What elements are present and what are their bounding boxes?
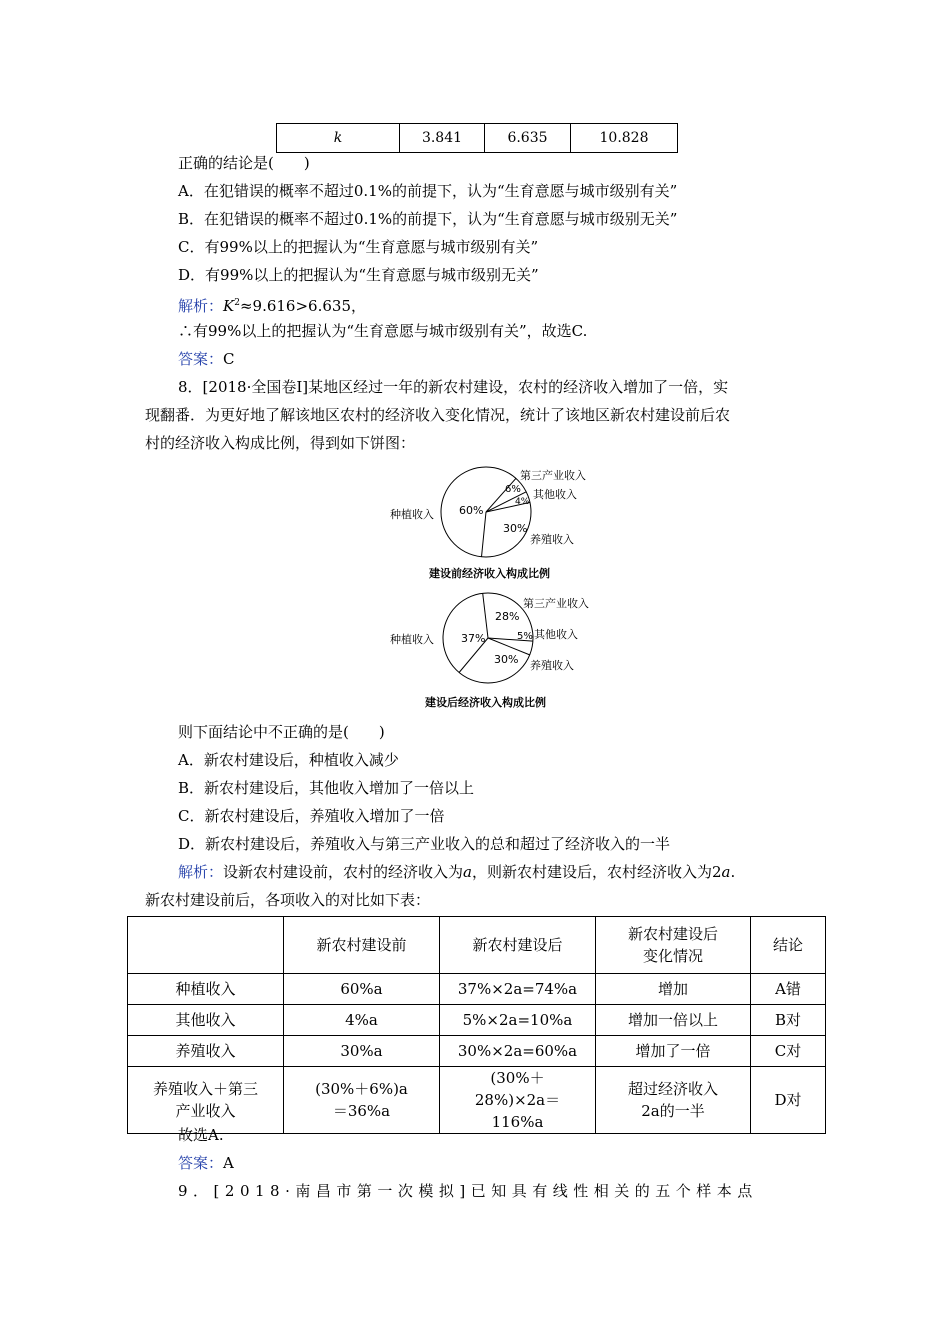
q7-prompt: 正确的结论是( ) — [178, 154, 310, 172]
analysis-label: 解析： — [178, 297, 224, 315]
pie2-outer-label-planting: 种植收入 — [390, 633, 434, 646]
pie1-pct-tertiary: 6% — [505, 484, 521, 495]
pie2-title: 建设后经济收入构成比例 — [425, 696, 546, 709]
table-cell: 30%a — [284, 1036, 440, 1067]
q8-answer — [178, 1153, 234, 1173]
analysis-text: . — [730, 863, 736, 881]
table-cell: 养殖收入 — [128, 1036, 284, 1067]
table-row — [128, 1036, 826, 1067]
q9-stem: 9．[2018·南昌市第一次模拟]已知具有线性相关的五个样本点 — [178, 1182, 758, 1200]
k-symbol: K — [223, 297, 235, 315]
table-header-row — [128, 917, 826, 974]
table-cell: (30%＋28%)×2a＝116%a — [440, 1067, 596, 1134]
pie2-pct-planting: 37% — [461, 632, 486, 645]
comparison-table — [127, 916, 826, 1134]
table-cell: 其他收入 — [128, 1005, 284, 1036]
table-cell: 4%a — [284, 1005, 440, 1036]
pie1-pct-breeding: 30% — [503, 522, 528, 535]
table-row — [277, 124, 678, 153]
header-cell: 新农村建设后变化情况 — [596, 917, 751, 974]
pie1-pct-other: 4% — [515, 497, 530, 507]
analysis-text: 设新农村建设前，农村的经济收入为 — [223, 863, 464, 881]
q8-option-d: D．新农村建设后，养殖收入与第三产业收入的总和超过了经济收入的一半 — [178, 835, 671, 853]
pie-before — [441, 467, 531, 557]
q8-analysis — [178, 862, 735, 882]
table-cell: B对 — [751, 1005, 826, 1036]
table-cell: 37%×2a=74%a — [440, 974, 596, 1005]
q7-option-c: C．有99%以上的把握认为“生育意愿与城市级别有关” — [178, 238, 539, 256]
header-cell: 结论 — [751, 917, 826, 974]
table-cell: 增加了一倍 — [596, 1036, 751, 1067]
table-cell: 5%×2a=10%a — [440, 1005, 596, 1036]
table-cell: 60%a — [284, 974, 440, 1005]
k-label-cell: k — [277, 124, 400, 153]
table-cell: (30%＋6%)a＝36%a — [284, 1067, 440, 1134]
table-cell: 养殖收入＋第三产业收入 — [128, 1067, 284, 1134]
pie1-outer-label-other: 其他收入 — [533, 488, 577, 501]
table-cell: C对 — [751, 1036, 826, 1067]
k-value-cell: 10.828 — [571, 124, 678, 153]
q8-stem-line: 8．[2018·全国卷Ⅰ]某地区经过一年的新农村建设，农村的经济收入增加了一倍，实 — [178, 378, 729, 396]
table-row — [128, 974, 826, 1005]
q8-option-a: A．新农村建设后，种植收入减少 — [178, 751, 399, 769]
pie1-outer-label-breeding: 养殖收入 — [530, 533, 574, 546]
pie2-pct-other: 5% — [517, 631, 533, 642]
variable-a: a — [721, 863, 731, 881]
k-critical-table — [276, 123, 678, 153]
q8-prompt: 则下面结论中不正确的是( ) — [178, 723, 385, 741]
analysis-text: ，则新农村建设后，农村经济收入为2 — [471, 863, 722, 881]
q7-conclusion: ∴有99%以上的把握认为“生育意愿与城市级别有关”，故选C. — [178, 322, 588, 340]
header-cell: 新农村建设后 — [440, 917, 596, 974]
pie1-outer-label-tertiary: 第三产业收入 — [520, 469, 586, 482]
q8-option-c: C．新农村建设后，养殖收入增加了一倍 — [178, 807, 445, 825]
pie-slice-divider — [482, 512, 487, 557]
pie2-pct-tertiary: 28% — [495, 610, 520, 623]
header-cell: 新农村建设前 — [284, 917, 440, 974]
q8-choose: 故选A. — [178, 1126, 224, 1144]
pie2-pct-breeding: 30% — [494, 653, 519, 666]
analysis-text: ≈9.616>6.635， — [239, 297, 366, 315]
pie2-outer-label-other: 其他收入 — [534, 628, 578, 641]
answer-value: A — [223, 1154, 234, 1172]
table-row — [128, 1005, 826, 1036]
table-cell: 30%×2a=60%a — [440, 1036, 596, 1067]
k-value-cell: 3.841 — [400, 124, 485, 153]
table-cell: 增加一倍以上 — [596, 1005, 751, 1036]
q8-analysis-line2: 新农村建设前后，各项收入的对比如下表： — [145, 891, 431, 909]
table-cell: D对 — [751, 1067, 826, 1134]
q7-option-a: A．在犯错误的概率不超过0.1%的前提下，认为“生育意愿与城市级别有关” — [178, 182, 678, 200]
pie-charts — [370, 462, 630, 722]
pie1-title: 建设前经济收入构成比例 — [429, 567, 550, 580]
q7-option-b: B．在犯错误的概率不超过0.1%的前提下，认为“生育意愿与城市级别无关” — [178, 210, 678, 228]
table-cell: A错 — [751, 974, 826, 1005]
pie1-pct-planting: 60% — [459, 504, 484, 517]
answer-label: 答案： — [178, 1154, 224, 1172]
pie1-outer-label-planting: 种植收入 — [390, 508, 434, 521]
table-cell: 增加 — [596, 974, 751, 1005]
table-cell: 种植收入 — [128, 974, 284, 1005]
pie2-outer-label-tertiary: 第三产业收入 — [523, 597, 589, 610]
answer-label: 答案： — [178, 350, 224, 368]
q8-stem-line: 现翻番．为更好地了解该地区农村的经济收入变化情况，统计了该地区新农村建设前后农 — [145, 406, 731, 424]
variable-a: a — [463, 863, 472, 881]
q8-stem-line: 村的经济收入构成比例，得到如下饼图： — [145, 434, 416, 452]
q7-option-d: D．有99%以上的把握认为“生育意愿与城市级别无关” — [178, 266, 539, 284]
table-cell: 超过经济收入2a的一半 — [596, 1067, 751, 1134]
q8-option-b: B．新农村建设后，其他收入增加了一倍以上 — [178, 779, 475, 797]
header-cell — [128, 917, 284, 974]
k-value-cell: 6.635 — [485, 124, 571, 153]
q7-answer — [178, 349, 235, 369]
pie2-outer-label-breeding: 养殖收入 — [530, 659, 574, 672]
analysis-label: 解析： — [178, 863, 224, 881]
q7-analysis — [178, 293, 366, 316]
table-row — [128, 1067, 826, 1134]
k-superscript: 2 — [234, 298, 240, 308]
answer-value: C — [223, 350, 235, 368]
